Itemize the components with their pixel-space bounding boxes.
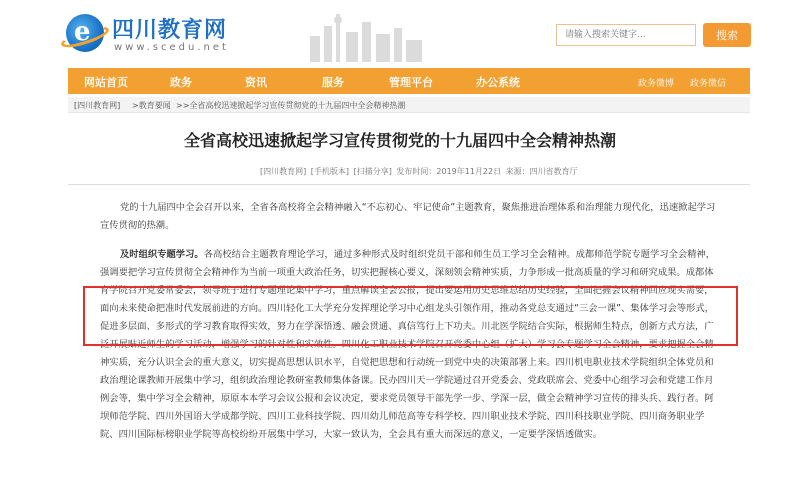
meta-mobile-link[interactable]: [手机版本] bbox=[310, 167, 350, 176]
nav-item-management[interactable]: 管理平台 bbox=[389, 76, 433, 89]
nav-item-home[interactable]: 网站首页 bbox=[84, 76, 128, 89]
breadcrumb-home[interactable]: [四川教育网] bbox=[74, 101, 121, 110]
nav-item-government[interactable]: 政务 bbox=[170, 76, 192, 89]
highlight-box bbox=[83, 286, 738, 346]
breadcrumb bbox=[68, 97, 750, 113]
nav-item-news[interactable]: 资讯 bbox=[245, 76, 267, 89]
article-meta bbox=[260, 166, 660, 177]
paragraph-lead: 及时组织专题学习。 bbox=[120, 249, 204, 260]
nav-item-office[interactable]: 办公系统 bbox=[476, 76, 520, 89]
logo-e-icon: e bbox=[74, 17, 91, 47]
breadcrumb-current: >>全省高校迅速掀起学习宣传贯彻党的十九届四中全会精神热潮 bbox=[176, 101, 406, 110]
meta-share-link[interactable]: [扫描分享] bbox=[353, 167, 392, 176]
meta-origin: 来源：四川省教育厅 bbox=[505, 167, 578, 176]
search-button[interactable]: 搜索 bbox=[703, 23, 751, 47]
main-nav bbox=[68, 68, 750, 94]
meta-source-link[interactable]: [四川教育网] bbox=[260, 167, 307, 176]
site-name[interactable]: 四川教育网 bbox=[112, 18, 228, 43]
paragraph-body: 各高校结合主题教育理论学习，通过多种形式及时组织党员干部和师生员工学习全会精神。成都师范学院专题学习全会精神，强调要把学习宣传贯彻全会精神作为当前一项重大政治任务，切实把握核心要义，深刻领会精神实质，力争形成一批高质量的学习和研究成果。成都体育学院召开党委常委会，领导班子进行专题理论集中学习，重点解读全会公报，提出要运用历史思维总结历史经验，全面把握会议精神回应现实需要，面向未来使命把准时代发展前进的方向。四川轻化工大学充分发挥理论学习中心组龙头引领作用，推动各党总支通过“三会一课”、集体学习会等形式，促进多层面、多形式的学习教育取得实效，努力在学深悟透、融会贯通、真信笃行上下功夫。川北医学院结合实际，根据师生特点，创新方式方法，广泛开展贴近师生的学习活动，增强学习的针对性和实效性。四川化工职业技术学院召开党委中心组（扩大）学习会专题学习全会精神，要求把握全会精神实质，充分认识全会的重大意义，切实提高思想认识水平，自觉把思想和行动统一到党中央的决策部署上来。四川机电职业技术学院组织全体党员和政治理论课教师开展集中学习，组织政治理论教研室教师集体备课。民办四川天一学院通过召开党委会、党政联席会、党委中心组学习会和党建工作月例会等，集中学习全会精神，原原本本学习会议公报和会议决定，要求党员领导干部先学一步、学深一层，做全会精神学习宣传的排头兵、践行者。阿坝师范学院、四川外国语大学成都学院、四川工业科技学院、四川幼儿师范高等专科学校、四川职业技术学院、四川科技职业学院、四川商务职业学院、四川国际标榜职业学院等高校纷纷开展集中学习，大家一致认为，全会具有重大而深远的意义，一定要学深悟透做实。 bbox=[100, 249, 716, 440]
breadcrumb-news[interactable]: >教育要闻 bbox=[132, 101, 171, 110]
site-url: www.scedu.net bbox=[114, 42, 229, 53]
title-divider bbox=[68, 184, 750, 185]
search-input[interactable] bbox=[556, 24, 696, 46]
site-logo-icon[interactable] bbox=[66, 14, 104, 52]
site-header bbox=[0, 0, 800, 64]
article-paragraph-1: 党的十九届四中全会召开以来，全省各高校将全会精神融入“不忘初心、牢记使命”主题教育，聚焦推进治理体系和治理能力现代化，迅速掀起学习宣传贯彻的热潮。 bbox=[100, 202, 716, 231]
nav-link-weibo[interactable]: 政务微博 bbox=[638, 79, 675, 89]
nav-item-service[interactable]: 服务 bbox=[322, 76, 344, 89]
city-skyline-icon bbox=[300, 6, 440, 62]
meta-publish-date: 发布时间：2019年11月22日 bbox=[396, 167, 502, 176]
page-title: 全省高校迅速掀起学习宣传贯彻党的十九届四中全会精神热潮 bbox=[183, 131, 616, 150]
nav-link-wechat[interactable]: 政务微信 bbox=[690, 79, 727, 89]
